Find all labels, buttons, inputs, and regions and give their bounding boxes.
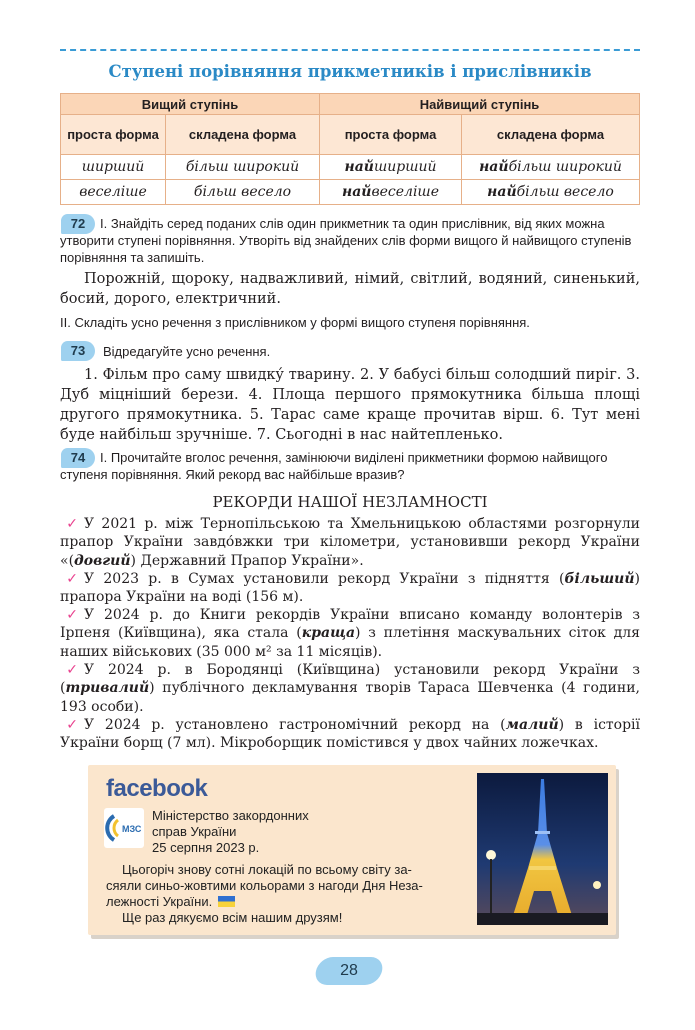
eiffel-tower-photo — [477, 773, 608, 925]
subheader-simple: проста форма — [61, 115, 166, 155]
check-icon: ✓ — [66, 662, 78, 678]
header-superlative: Найвищий ступінь — [320, 94, 640, 115]
mfa-logo-icon — [104, 808, 144, 848]
cell: найбільш весело — [462, 180, 640, 205]
facebook-logo: facebook — [106, 775, 208, 802]
facebook-post — [88, 765, 616, 935]
exercise-number-73: 73 — [61, 341, 95, 361]
header-comparative: Вищий ступінь — [61, 94, 320, 115]
record-item: ✓ У 2021 р. між Тернопільською та Хмельницькою областями розгорнули прапор України завдо́вжки три кілометри, установивши рекорд України «(довгий) Державний Прапор України». — [60, 516, 640, 569]
mfa-logo-text: МЗС — [122, 824, 142, 834]
record-item: ✓ У 2024 р. в Бородянці (Київщина) установили рекорд України з (тривалий) публічного декламування творів Тараса Шевченка (4 години, 193 особи). — [60, 662, 640, 715]
record-item: ✓ У 2024 р. до Книги рекордів України вписано команду волонтерів з Ірпеня (Київщина), яка стала (краща) з плетіння маскувальних сіток для наших військових (35 000 м² за 11 місяців). — [60, 607, 641, 660]
org-name-line-2: справ України — [152, 824, 237, 839]
exercise-72-words: Порожній, щороку, надважливий, німий, світлий, водяний, синенький, босий, дорого, електричний. — [60, 271, 640, 307]
records-title: РЕКОРДИ НАШОЇ НЕЗЛАМНОСТІ — [212, 493, 488, 511]
page-number: 28 — [340, 962, 358, 979]
record-item: ✓ У 2024 р. установлено гастрономічний рекорд на (малий) в історії України борщ (7 мл). Мікроборщик помістився у двох чайних ложечках. — [60, 717, 640, 752]
ukraine-flag-icon — [218, 896, 235, 907]
cell: найширший — [320, 155, 462, 180]
post-text-line: лежності України. — [106, 894, 235, 910]
cell: найбільш широкий — [462, 155, 640, 180]
record-item: ✓ У 2023 р. в Сумах установили рекорд України з підняття (більший) прапора України на воді (156 м). — [60, 571, 640, 606]
cell: найвеселіше — [320, 180, 462, 205]
exercise-73-task: Відредагуйте усно речення. — [103, 344, 271, 359]
check-icon: ✓ — [66, 516, 78, 532]
exercise-72-task-1: І. Знайдіть серед поданих слів один прикметник та один прислівник, від яких можна утворити ступені порівняння. Утворіть від знайдених слів форми вищого й найвищого ступенів порівняння та запишіть. — [60, 216, 632, 265]
post-text-line: Цьогоріч знову сотні локацій по всьому світу за- — [122, 862, 412, 877]
subheader-compound: складена форма — [166, 115, 320, 155]
exercise-number-74: 74 — [61, 448, 95, 468]
exercise-73-sentences: 1. Фільм про саму швидку́ тварину. 2. У бабусі більш солодший пиріг. 3. Дуб міцніший берези. 4. Площа першого прямокутника більша площі другого прямокутника. 5. Тарас саме краще прочитав вірш. 6. Тут мені буде найбільш зручніше. 7. Сьогодні в нас найтепленько. — [60, 367, 640, 443]
exercise-72-task-2: ІІ. Складіть усно речення з прислівником у формі вищого ступеня порівняння. — [60, 315, 530, 330]
cell: більш широкий — [166, 155, 320, 180]
check-icon: ✓ — [66, 607, 78, 623]
check-icon: ✓ — [66, 571, 78, 587]
post-text-line: Ще раз дякуємо всім нашим друзям! — [122, 910, 343, 925]
post-text-line: сяяли синьо-жовтими кольорами з нагоди Дня Неза- — [106, 878, 423, 893]
org-name-line-1: Міністерство закордонних — [152, 808, 309, 823]
page-number-badge — [313, 957, 385, 985]
cell: ширший — [61, 155, 166, 180]
exercise-number-72: 72 — [61, 214, 95, 234]
exercise-74-task: І. Прочитайте вголос речення, замінюючи виділені прикметники формою найвищого ступеня порівняння. Який рекорд вас найбільше вразив? — [60, 450, 608, 482]
table-row — [61, 155, 640, 180]
top-dashed-divider — [60, 49, 640, 51]
cell: веселіше — [61, 180, 166, 205]
table-row — [61, 180, 640, 205]
check-icon: ✓ — [66, 717, 78, 733]
section-title: Ступені порівняння прикметників і прислівників — [108, 62, 592, 81]
subheader-compound: складена форма — [462, 115, 640, 155]
subheader-simple: проста форма — [320, 115, 462, 155]
cell: більш весело — [166, 180, 320, 205]
comparison-table — [60, 93, 640, 205]
post-date: 25 серпня 2023 р. — [152, 840, 260, 855]
